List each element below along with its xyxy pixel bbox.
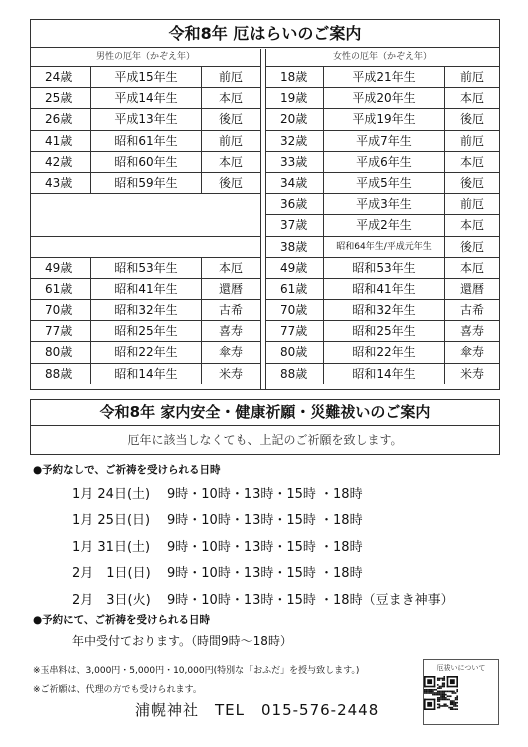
cell-year: 平成19年生 bbox=[324, 109, 445, 129]
table-row bbox=[31, 278, 260, 299]
cell-age: 70歳 bbox=[31, 300, 91, 320]
cell-age: 70歳 bbox=[266, 300, 324, 320]
cell-year: 平成3年生 bbox=[324, 194, 445, 214]
cell-type: 前厄 bbox=[459, 70, 484, 84]
cell-type: 傘寿 bbox=[459, 345, 484, 360]
cell-age: 25歳 bbox=[31, 88, 91, 108]
cell-year: 平成13年生 bbox=[91, 109, 202, 129]
note-proxy: ※ご祈願は、代理の方でも受けられます。 bbox=[33, 685, 202, 695]
no-reservation-heading: ●予約なしで、ご祈祷を受けられる日時 bbox=[33, 464, 221, 476]
table-row bbox=[31, 341, 260, 362]
cell-age: 80歳 bbox=[31, 342, 91, 362]
cell-type: 古希 bbox=[218, 303, 243, 318]
date-label: 2月 3日(火) bbox=[72, 592, 151, 608]
cell-age: 33歳 bbox=[266, 152, 324, 172]
table-row bbox=[266, 320, 499, 341]
cell-year: 昭和14年生 bbox=[91, 364, 202, 384]
cell-year: 昭和14年生 bbox=[324, 364, 445, 384]
cell-year: 昭和25年生 bbox=[324, 321, 445, 341]
cell-age: 80歳 bbox=[266, 342, 324, 362]
time-label: 9時・10時・13時・15時 ・18時（豆まき神事） bbox=[167, 592, 454, 608]
cell-type: 後厄 bbox=[218, 112, 243, 127]
footer-contact: 浦幌神社 TEL 015-576-2448 bbox=[135, 701, 380, 719]
table-row bbox=[266, 299, 499, 320]
qr-code-icon[interactable] bbox=[424, 676, 458, 710]
cell-age: 77歳 bbox=[31, 321, 91, 341]
cell-type: 前厄 bbox=[218, 133, 243, 148]
table-row bbox=[31, 151, 260, 172]
cell-age: 19歳 bbox=[266, 88, 324, 108]
cell-type: 後厄 bbox=[459, 112, 484, 127]
cell-year: 昭和53年生 bbox=[91, 258, 202, 278]
yakubarai-section bbox=[30, 19, 500, 390]
list-item bbox=[72, 588, 454, 614]
cell-year: 平成14年生 bbox=[91, 88, 202, 108]
cell-type: 喜寿 bbox=[218, 324, 243, 339]
kanai-title: 令和8年 家内安全・健康祈願・災難祓いのご案内 bbox=[31, 400, 499, 426]
table-row bbox=[266, 278, 499, 299]
cell-year: 昭和64年生/平成元年生 bbox=[324, 237, 445, 257]
cell-year: 昭和60年生 bbox=[91, 152, 202, 172]
date-label: 1月 25日(日) bbox=[72, 513, 151, 529]
list-item bbox=[72, 535, 454, 561]
date-label: 1月 24日(土) bbox=[72, 487, 151, 502]
table-row bbox=[31, 363, 260, 384]
table-row bbox=[266, 151, 499, 172]
cell-year: 昭和61年生 bbox=[91, 131, 202, 151]
cell-year: 平成6年生 bbox=[324, 152, 445, 172]
table-row bbox=[31, 257, 260, 278]
cell-type: 本厄 bbox=[218, 154, 243, 169]
cell-year: 昭和53年生 bbox=[324, 258, 445, 278]
yakubarai-title: 令和8年 厄はらいのご案内 bbox=[31, 20, 499, 48]
cell-year: 昭和25年生 bbox=[91, 321, 202, 341]
table-row bbox=[266, 341, 499, 362]
cell-age: 77歳 bbox=[266, 321, 324, 341]
cell-age: 49歳 bbox=[266, 258, 324, 278]
cell-type: 喜寿 bbox=[459, 324, 484, 339]
table-row bbox=[31, 66, 260, 87]
cell-type: 本厄 bbox=[459, 218, 484, 233]
cell-age: 42歳 bbox=[31, 152, 91, 172]
cell-year: 平成21年生 bbox=[324, 67, 445, 87]
table-row bbox=[266, 363, 499, 384]
cell-year: 平成2年生 bbox=[324, 215, 445, 235]
time-label: 9時・10時・13時・15時 ・18時 bbox=[167, 487, 363, 502]
cell-age: 41歳 bbox=[31, 131, 91, 151]
cell-age: 43歳 bbox=[31, 173, 91, 193]
cell-age: 61歳 bbox=[266, 279, 324, 299]
reservation-text: 年中受付ております。（時間9時〜18時） bbox=[72, 634, 292, 648]
table-row bbox=[31, 299, 260, 320]
cell-type: 米寿 bbox=[459, 366, 484, 381]
cell-age: 61歳 bbox=[31, 279, 91, 299]
cell-year: 昭和32年生 bbox=[91, 300, 202, 320]
cell-age: 36歳 bbox=[266, 194, 324, 214]
cell-type: 傘寿 bbox=[218, 345, 243, 360]
table-row bbox=[266, 108, 499, 129]
cell-type: 還暦 bbox=[459, 281, 484, 296]
table-row bbox=[266, 130, 499, 151]
cell-year: 昭和22年生 bbox=[324, 342, 445, 362]
cell-age: 32歳 bbox=[266, 131, 324, 151]
cell-age: 34歳 bbox=[266, 173, 324, 193]
cell-year: 昭和41年生 bbox=[91, 279, 202, 299]
cell-type: 本厄 bbox=[459, 154, 484, 169]
date-label: 1月 31日(土) bbox=[72, 539, 151, 555]
cell-age: 37歳 bbox=[266, 215, 324, 235]
kanai-subtitle: 厄年に該当しなくても、上記のご祈願を致します。 bbox=[127, 433, 403, 447]
male-column bbox=[31, 49, 260, 384]
male-blank-row bbox=[31, 193, 260, 235]
cell-type: 後厄 bbox=[459, 239, 484, 254]
cell-type: 本厄 bbox=[459, 91, 484, 106]
qr-label: 厄祓いについて bbox=[436, 664, 486, 672]
kanai-section bbox=[30, 399, 500, 455]
cell-year: 昭和59年生 bbox=[91, 173, 202, 193]
table-row bbox=[266, 236, 499, 257]
cell-age: 49歳 bbox=[31, 258, 91, 278]
cell-type: 本厄 bbox=[218, 260, 243, 275]
cell-age: 18歳 bbox=[266, 67, 324, 87]
cell-type: 前厄 bbox=[459, 197, 484, 212]
cell-year: 昭和41年生 bbox=[324, 279, 445, 299]
cell-age: 24歳 bbox=[31, 67, 91, 87]
cell-age: 26歳 bbox=[31, 109, 91, 129]
qr-box bbox=[423, 659, 499, 725]
cell-type: 前厄 bbox=[218, 70, 243, 84]
table-row bbox=[31, 108, 260, 129]
cell-year: 平成15年生 bbox=[91, 67, 202, 87]
cell-type: 本厄 bbox=[218, 91, 243, 106]
time-label: 9時・10時・13時・15時 ・18時 bbox=[167, 566, 363, 582]
list-item bbox=[72, 482, 454, 508]
table-row bbox=[266, 87, 499, 108]
cell-type: 前厄 bbox=[459, 133, 484, 148]
table-row bbox=[266, 66, 499, 87]
time-label: 9時・10時・13時・15時 ・18時 bbox=[167, 539, 363, 555]
cell-type: 後厄 bbox=[459, 175, 484, 190]
female-header: 女性の厄年（かぞえ年） bbox=[332, 52, 432, 62]
table-row bbox=[31, 172, 260, 193]
table-row bbox=[31, 87, 260, 108]
cell-year: 昭和22年生 bbox=[91, 342, 202, 362]
female-column bbox=[266, 49, 499, 384]
note-tamagushi: ※玉串料は、3,000円・5,000円・10,000円(特別な「おふだ」を授与致します。) bbox=[33, 666, 360, 676]
cell-age: 38歳 bbox=[266, 237, 324, 257]
cell-age: 20歳 bbox=[266, 109, 324, 129]
cell-type: 米寿 bbox=[218, 366, 243, 381]
table-row bbox=[266, 214, 499, 235]
cell-year: 平成20年生 bbox=[324, 88, 445, 108]
cell-type: 後厄 bbox=[218, 175, 243, 190]
cell-type: 還暦 bbox=[218, 281, 243, 296]
time-label: 9時・10時・13時・15時 ・18時 bbox=[167, 513, 363, 529]
cell-age: 88歳 bbox=[266, 364, 324, 384]
list-item bbox=[72, 561, 454, 587]
date-list bbox=[72, 482, 454, 614]
cell-type: 本厄 bbox=[459, 260, 484, 275]
cell-age: 88歳 bbox=[31, 364, 91, 384]
table-row bbox=[31, 320, 260, 341]
table-row bbox=[31, 130, 260, 151]
reservation-heading: ●予約にて、ご祈祷を受けられる日時 bbox=[33, 614, 210, 626]
cell-year: 平成5年生 bbox=[324, 173, 445, 193]
cell-type: 古希 bbox=[459, 303, 484, 318]
male-header: 男性の厄年（かぞえ年） bbox=[95, 52, 195, 62]
cell-year: 昭和32年生 bbox=[324, 300, 445, 320]
date-label: 2月 1日(日) bbox=[72, 566, 151, 582]
table-row bbox=[266, 257, 499, 278]
cell-year: 平成7年生 bbox=[324, 131, 445, 151]
male-blank-row bbox=[31, 236, 260, 257]
table-row bbox=[266, 172, 499, 193]
list-item bbox=[72, 508, 454, 534]
table-row bbox=[266, 193, 499, 214]
